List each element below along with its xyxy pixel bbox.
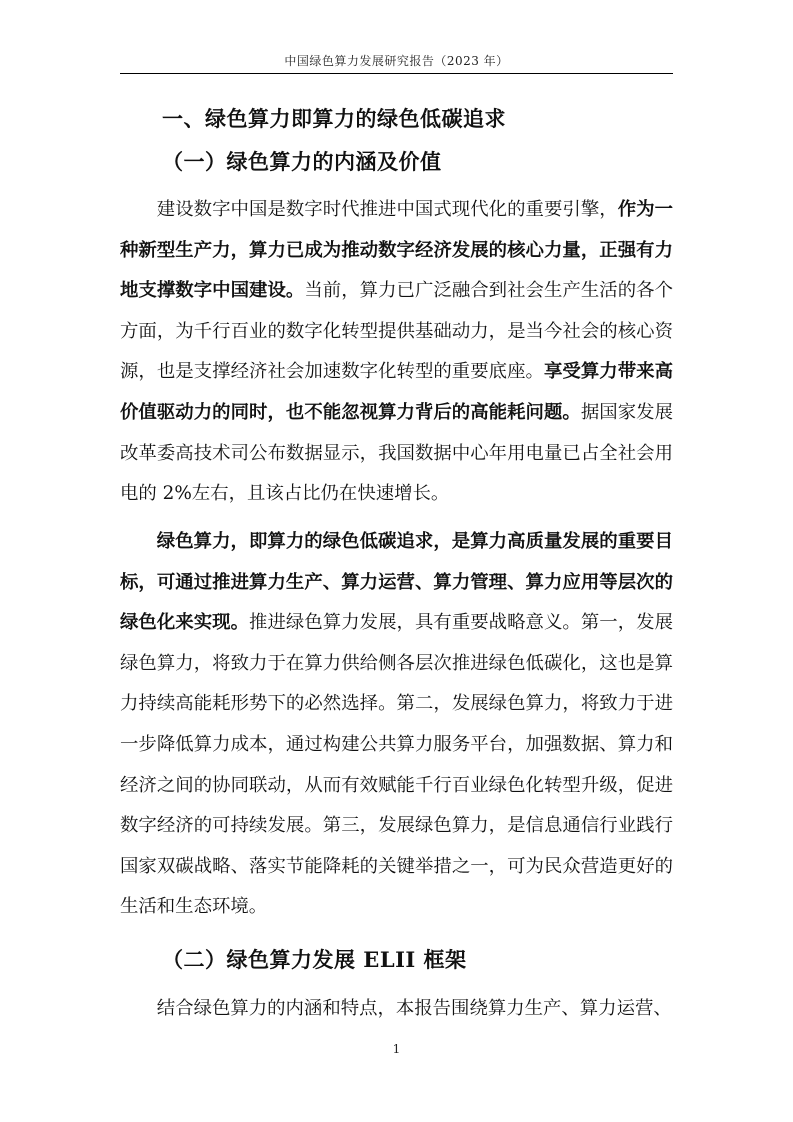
paragraph-1-emphasis: 作为一种新型生产力，算力已成为推动数字经济发展的核心力量，正强有力地支撑数字中国建设。 bbox=[120, 199, 673, 302]
paragraph-3 bbox=[120, 989, 673, 1030]
running-header: 中国绿色算力发展研究报告（2023 年） bbox=[284, 54, 509, 68]
paragraph-2-text: 推进绿色算力发展，具有重要战略意义。第一，发展绿色算力，将致力于在算力供给侧各层次推进绿色低碳化，这也是算力持续高能耗形势下的必然选择。第二，发展绿色算力，将致力于进一步降低算力成本，通过构建公共算力服务平台，加强数据、算力和经济之间的协同联动，从而有效赋能千行百业绿色化转型升级，促进数字经济的可持续发展。第三，发展绿色算力，是信息通信行业践行国家双碳战略、落实节能降耗的关键举措之一，可为民众营造更好的生活和生态环境。 bbox=[120, 612, 673, 918]
paragraph-2 bbox=[120, 522, 673, 928]
page-number: 1 bbox=[392, 1042, 401, 1056]
section-heading: 一、绿色算力即算力的绿色低碳追求 bbox=[162, 107, 506, 131]
paragraph-3-text: 结合绿色算力的内涵和特点，本报告围绕算力生产、算力运营、 bbox=[156, 998, 672, 1019]
header-divider bbox=[120, 73, 673, 74]
subsection-heading-2: （二）绿色算力发展 ELII 框架 bbox=[162, 947, 467, 972]
paragraph-2-emphasis: 绿色算力，即算力的绿色低碳追求，是算力高质量发展的重要目标，可通过推进算力生产、算力运营、算力管理、算力应用等层次的绿色化来实现。 bbox=[120, 531, 673, 634]
paragraph-1-emphasis: 享受算力带来高价值驱动力的同时，也不能忽视算力背后的高能耗问题。 bbox=[120, 361, 673, 423]
subsection-heading-1: （一）绿色算力的内涵及价值 bbox=[162, 149, 442, 174]
paragraph-1-text: 当前，算力已广泛融合到社会生产生活的各个方面，为千行百业的数字化转型提供基础动力，是当今社会的核心资源，也是支撑经济社会加速数字化转型的重要底座。 bbox=[120, 280, 673, 383]
paragraph-1 bbox=[120, 190, 673, 515]
paragraph-1-text: 建设数字中国是数字时代推进中国式现代化的重要引擎， bbox=[156, 199, 618, 220]
paragraph-1-text: 据国家发展改革委高技术司公布数据显示，我国数据中心年用电量已占全社会用电的 2%左右，且该占比仍在快速增长。 bbox=[120, 401, 673, 505]
